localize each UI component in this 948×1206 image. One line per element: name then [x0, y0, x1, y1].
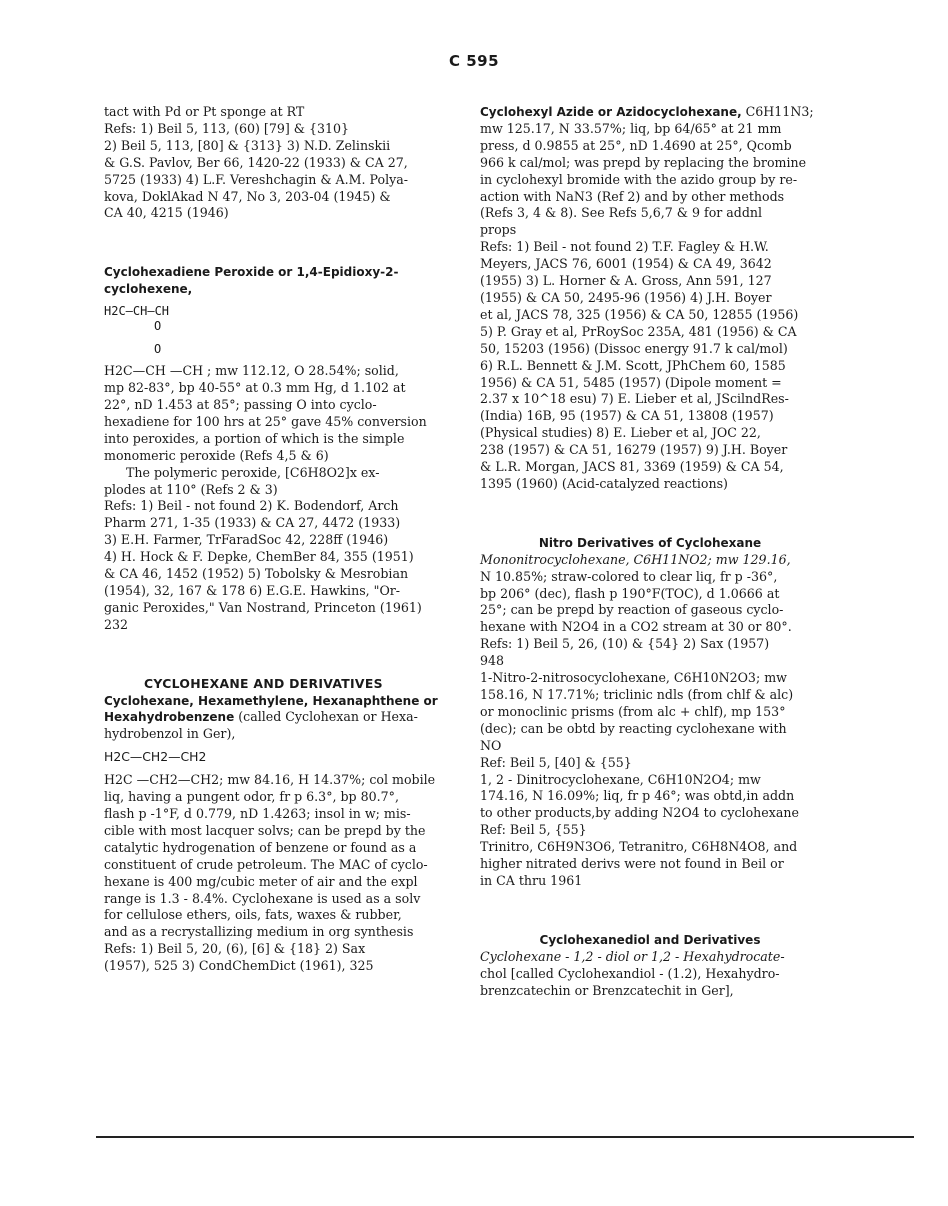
text-line: Refs: 1) Beil - not found 2) T.F. Fagley & H.W.	[480, 239, 769, 255]
text-line: in CA thru 1961	[480, 872, 583, 888]
structure-formula: O	[154, 319, 162, 334]
section-title: CYCLOHEXANE AND DERIVATIVES	[144, 675, 383, 691]
text-line: 1956) & CA 51, 5485 (1957) (Dipole moment =	[480, 374, 782, 390]
text-line: Ref: Beil 5, {55}	[480, 822, 587, 838]
text-line: Refs: 1) Beil 5, 20, (6), [6] & {18} 2) Sax	[104, 941, 366, 957]
text-line: 238 (1957) & CA 51, 16279 (1957) 9) J.H. Boyer	[480, 442, 788, 458]
text-line: Cyclohexane - 1,2 - diol or 1,2 - Hexahydrocate-	[480, 948, 785, 964]
text-line: & G.S. Pavlov, Ber 66, 1420-22 (1933) & CA 27,	[104, 154, 408, 170]
text-line: cible with most lacquer solvs; can be prepd by the	[104, 822, 426, 838]
text-line: constituent of crude petroleum. The MAC of cyclo-	[104, 856, 428, 872]
text-line: into peroxides, a portion of which is the simple	[104, 430, 405, 446]
text-line: brenzcatechin or Brenzcatechit in Ger],	[480, 982, 734, 998]
text-line: (1957), 525 3) CondChemDict (1961), 325	[104, 958, 374, 974]
text-line: Mononitrocyclohexane, C6H11NO2; mw 129.16,	[480, 551, 791, 567]
text-line: H2C—CH —CH ; mw 112.12, O 28.54%; solid,	[104, 363, 399, 379]
text-line: 158.16, N 17.71%; triclinic ndls (from chlf & alc)	[480, 687, 794, 702]
text-line: for cellulose ethers, oils, fats, waxes & rubber,	[104, 907, 402, 923]
text-line: hexane with N2O4 in a CO2 stream at 30 or 80°.	[480, 619, 792, 635]
text-line: 2) Beil 5, 113, [80] & {313} 3) N.D. Zelinskii	[104, 137, 391, 153]
text-line: Pharm 271, 1-35 (1933) & CA 27, 4472 (1933)	[104, 515, 401, 531]
structure-formula: H2C—CH2—CH2	[104, 749, 207, 765]
footer-rule	[96, 1136, 914, 1138]
text-line: 948	[480, 653, 505, 669]
text-line: props	[480, 222, 517, 238]
text-line: Refs: 1) Beil - not found 2) K. Bodendorf, Arch	[104, 498, 399, 514]
text-line: (1955) 3) L. Horner & A. Gross, Ann 591, 127	[480, 273, 772, 289]
structure-formula: O	[154, 342, 162, 357]
text-line: mp 82-83°, bp 40-55° at 0.3 mm Hg, d 1.102 at	[104, 380, 406, 396]
text-line: hexadiene for 100 hrs at 25° gave 45% conversion	[104, 413, 427, 429]
text-line: 966 k cal/mol; was prepd by replacing the bromine	[480, 154, 807, 170]
text-line: 5725 (1933) 4) L.F. Vereshchagin & A.M. Polya-	[104, 171, 408, 187]
text-line: 22°, nD 1.453 at 85°; passing O into cyclo-	[104, 396, 377, 412]
text-line: 25°; can be prepd by reaction of gaseous cyclo-	[480, 602, 784, 618]
text-line: plodes at 110° (Refs 2 & 3)	[104, 481, 278, 497]
text-line: H2C —CH2—CH2; mw 84.16, H 14.37%; col mobile	[104, 772, 436, 788]
text-line: in cyclohexyl bromide with the azido group by re-	[480, 171, 798, 187]
text-line: monomeric peroxide (Refs 4,5 & 6)	[104, 447, 329, 463]
text-line: 3) E.H. Farmer, TrFaradSoc 42, 228ff (1946)	[104, 532, 389, 548]
text-line: hexane is 400 mg/cubic meter of air and the expl	[104, 873, 418, 889]
text-line: liq, having a pungent odor, fr p 6.3°, bp 80.7°,	[104, 789, 399, 805]
text-line: (called Cyclohexan or Hexa-	[234, 709, 418, 725]
text-line: flash p -1°F, d 0.779, nD 1.4263; insol in w; mis-	[104, 806, 411, 821]
text-line: C6H11N3;	[741, 104, 814, 119]
text-line: mw 125.17, N 33.57%; liq, bp 64/65° at 21 mm	[480, 120, 782, 136]
text-line: range is 1.3 - 8.4%. Cyclohexane is used as a solv	[104, 890, 421, 906]
text-line: & L.R. Morgan, JACS 81, 3369 (1959) & CA 54,	[480, 459, 784, 475]
text-line: (India) 16B, 95 (1957) & CA 51, 13808 (1957)	[480, 408, 774, 424]
right-column	[480, 104, 820, 1000]
text-line: Trinitro, C6H9N3O6, Tetranitro, C6H8N4O8, and	[480, 839, 798, 855]
entry-heading-cyclohexane: Cyclohexane, Hexamethylene, Hexanaphthene or	[104, 693, 438, 708]
text-line: or monoclinic prisms (from alc + chlf), mp 153°	[480, 703, 786, 719]
text-line: Meyers, JACS 76, 6001 (1954) & CA 49, 3642	[480, 256, 772, 272]
text-line: and as a recrystallizing medium in org synthesis	[104, 924, 414, 940]
entry-heading-peroxide: Cyclohexadiene Peroxide or 1,4-Epidioxy-2-	[104, 265, 399, 280]
text-line: 232	[104, 616, 129, 632]
structure-formula: H2C—CH—CH	[104, 304, 170, 319]
text-line: 5) P. Gray et al, PrRoySoc 235A, 481 (1956) & CA	[480, 323, 797, 339]
entry-heading-peroxide: cyclohexene,	[104, 282, 193, 297]
text-line: (dec); can be obtd by reacting cyclohexane with	[480, 720, 787, 736]
text-line: kova, DoklAkad N 47, No 3, 203-04 (1945) &	[104, 188, 391, 204]
text-line: 4) H. Hock & F. Depke, ChemBer 84, 355 (1951)	[104, 549, 414, 565]
text-line: (1954), 32, 167 & 178 6) E.G.E. Hawkins, "Or-	[104, 582, 401, 598]
text-line: ganic Peroxides," Van Nostrand, Princeton (1961)	[104, 599, 422, 615]
text-line: to other products,by adding N2O4 to cyclohexane	[480, 805, 799, 821]
text-line: The polymeric peroxide, [C6H8O2]x ex-	[126, 464, 380, 480]
text-line: N 10.85%; straw-colored to clear liq, fr p -36°,	[480, 568, 778, 584]
text-line: CA 40, 4215 (1946)	[104, 205, 229, 221]
text-line: Refs: 1) Beil 5, 26, (10) & {54} 2) Sax (1957)	[480, 636, 770, 652]
text-line: (1955) & CA 50, 2495-96 (1956) 4) J.H. Boyer	[480, 289, 772, 305]
text-line: tact with Pd or Pt sponge at RT	[104, 104, 305, 119]
text-line: Refs: 1) Beil 5, 113, (60) [79] & {310}	[104, 120, 350, 136]
text-line: catalytic hydrogenation of benzene or found as a	[104, 839, 417, 855]
text-line: 1395 (1960) (Acid-catalyzed reactions)	[480, 475, 728, 491]
text-line: bp 206° (dec), flash p 190°F(TOC), d 1.0666 at	[480, 585, 780, 601]
text-line: NO	[480, 737, 502, 753]
entry-heading-azide: Cyclohexyl Azide or Azidocyclohexane,	[480, 105, 742, 119]
entry-heading-nitro: Nitro Derivatives of Cyclohexane	[538, 535, 762, 550]
text-line: (Physical studies) 8) E. Lieber et al, JOC 22,	[480, 425, 761, 441]
page-number: C 595	[448, 52, 500, 70]
text-line: action with NaN3 (Ref 2) and by other methods	[480, 188, 785, 204]
text-line: 6) R.L. Bennett & J.M. Scott, JPhChem 60, 1585	[480, 357, 786, 373]
text-line: hydrobenzol in Ger),	[104, 726, 236, 742]
left-column	[104, 104, 447, 975]
text-line: press, d 0.9855 at 25°, nD 1.4690 at 25°, Qcomb	[480, 137, 792, 153]
text-line: (Refs 3, 4 & 8). See Refs 5,6,7 & 9 for addnl	[480, 205, 763, 221]
text-line: & CA 46, 1452 (1952) 5) Tobolsky & Mesrobian	[104, 566, 409, 582]
text-line: 1-Nitro-2-nitrosocyclohexane, C6H10N2O3; mw	[480, 670, 787, 686]
text-line: 50, 15203 (1956) (Dissoc energy 91.7 k cal/mol)	[480, 340, 788, 356]
entry-heading-cyclohexane: Hexahydrobenzene	[104, 710, 235, 725]
text-line: 174.16, N 16.09%; liq, fr p 46°; was obtd,in addn	[480, 788, 795, 804]
text-line: Ref: Beil 5, [40] & {55}	[480, 754, 632, 770]
text-line: higher nitrated derivs were not found in Beil or	[480, 856, 784, 872]
text-line: 2.37 x 10^18 esu) 7) E. Lieber et al, JScilndRes-	[480, 391, 789, 407]
entry-heading-diol: Cyclohexanediol and Derivatives	[539, 932, 761, 947]
text-line: et al, JACS 78, 325 (1956) & CA 50, 12855 (1956)	[480, 306, 799, 322]
text-line: chol [called Cyclohexandiol - (1.2), Hexahydro-	[480, 965, 780, 981]
text-line: 1, 2 - Dinitrocyclohexane, C6H10N2O4; mw	[480, 771, 761, 787]
